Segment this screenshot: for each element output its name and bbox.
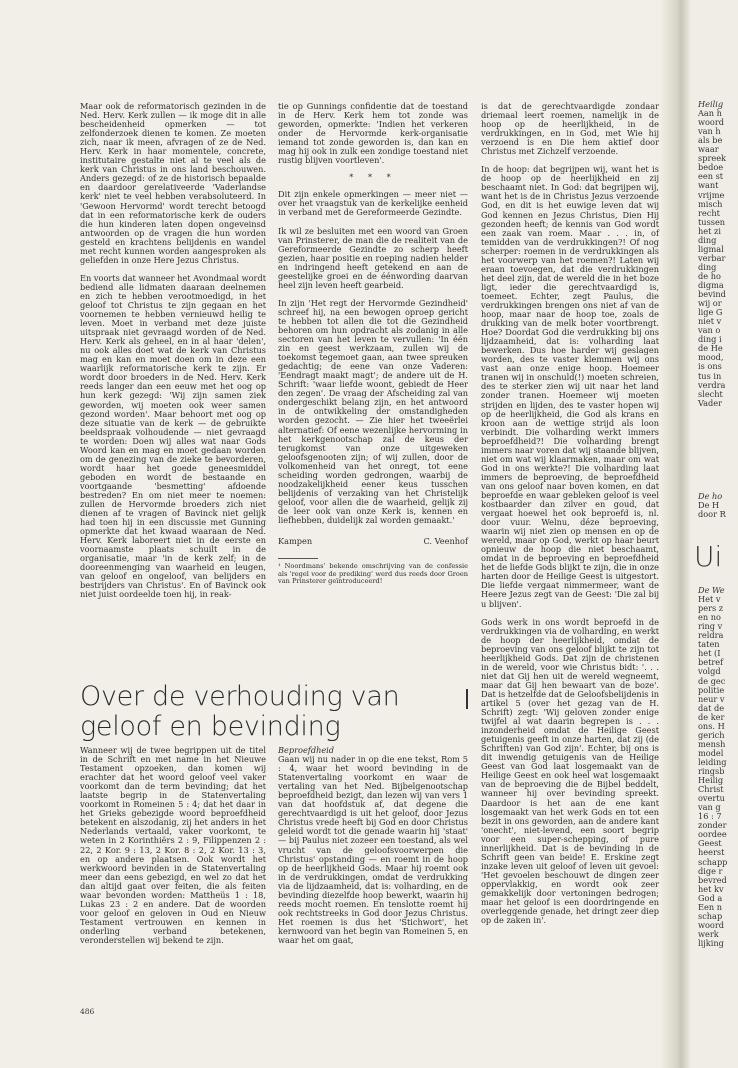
column-2 <box>278 102 468 586</box>
right-text-line: de ker <box>698 711 725 722</box>
right-text-line: gerich <box>698 729 725 740</box>
right-text-line: woord <box>698 919 725 930</box>
right-text-line: mensh <box>698 738 726 749</box>
right-text-line: werk <box>698 928 719 939</box>
section-divider: * * * <box>349 172 397 183</box>
right-text-line: Geest <box>698 838 722 849</box>
signature-author: C. Veenhof <box>423 536 468 547</box>
right-text-line: De We <box>698 585 725 595</box>
right-text-line: het zi <box>698 225 721 236</box>
right-text-line: ding i <box>698 334 722 345</box>
right-text-line: 16 : 7 <box>698 811 722 822</box>
right-text-line: verbar <box>698 252 726 263</box>
signature-place: Kampen <box>278 536 313 547</box>
right-text-line: spreek <box>698 153 727 164</box>
paragraph: En voorts dat wanneer het Avondmaal wordt bediend alle lidmaten daaraan deelnemen en zich te hebben verootmoedigd, in het geloof tot Christus te zijn gegaan en het voornemen te hebben vernieuwd heilig te leven. Moet in verband met deze juiste uitspraak niet gevraagd worden of de Ned. Herv. Kerk als geheel, en in al haar 'delen', nu ook alles doet wat de kerk van Christus mag en kan en moet doen om in deze een waarlijk reformatorische kerk te zijn. Er wordt door broeders in de Ned. Herv. Kerk reeds langer dan een eeuw met het oog op hun kerk gezegd: 'Wij zijn samen ziek geworden, wij moeten ook weer samen gezond worden'. Maar behoort met oog op deze situatie van de kerk — de gebruikte beeldspraak volhoudende — niet gevraagd te worden: Doen wij alles wat naar Gods Woord kan en mag en moet gedaan worden om de genezing van de zieke te bevorderen, wordt haar het goede geneesmiddel geboden en wordt de bestaande en voortgaande 'besmetting' afdoende bestreden? En om niet meer te noemen: zullen de Hervormde broeders zich niet dienen af te vragen of Bavinck niet gelijk had toen hij in een discussie met Gunning opmerkte dat het kwaad waaraan de Ned. Herv. Kerk laboreert niet in de eerste en voornaamste plaats schuilt in de organisatie, maar 'in de kerk zelf; in de dooreenmenging van waarheid en leugen, van geloof en ongeloof, van belijders en bestrijders van Christus'. En of Bavinck ook niet juist oordeelde toen hij, in reak- <box>80 272 266 600</box>
right-text-line: tus in <box>698 370 722 381</box>
right-text-line: Aan h <box>698 108 722 119</box>
column-1 <box>80 102 266 600</box>
article-column-1 <box>80 746 266 945</box>
right-text-line: ringsb <box>698 766 725 776</box>
footnote-rule <box>278 558 318 559</box>
right-text-line: en no <box>698 612 721 623</box>
right-text-line: tussen <box>698 216 726 227</box>
subheading: Beproefdheid <box>278 745 335 755</box>
page-gutter <box>660 0 690 1068</box>
paragraph: tie op Gunnings confidentie dat de toestand in de Herv. Kerk hem tot zonde was geworden, opmerkte: 'Indien het verkeren onder de Hervormde kerk-organisatie iemand tot zonde geworden is, dan kan en mag hij ook in zulk een zondige toestand niet rustig blijven voortleven'. <box>278 101 468 166</box>
right-text-line: lijking <box>698 937 724 948</box>
paragraph: Dit zijn enkele opmerkingen — meer niet — over het vraagstuk van de kerkelijke eenheid in verband met de Gereformeerde Gezindte. <box>278 189 468 218</box>
paragraph: is dat de gerechtvaardigde zondaar driemaal leert roemen, namelijk in de hoop op de heerlijkheid, in de verdrukkingen, en in God, met Wie hij verzoend is en Die hem aktief door Christus met Zichzelf verzoende. <box>481 101 659 157</box>
article-column-2 <box>278 746 468 945</box>
right-text-line: Heilig <box>698 775 724 786</box>
paragraph: Maar ook de reformatorisch gezinden in de Ned. Herv. Kerk zullen — ik moge dit in alle bescheidenheid opmerken — tot zelfonderzoek dienen te komen. Ze moeten zich, naar ik meen, afvragen of ze de Ned. Herv. Kerk in haar momentele, concrete, institutaire gestalte niet al te veel als de kerk van Christus in ons land beschouwen. Anders gezegd: of ze de historisch bepaalde en daardoor gerelativeerde 'Vaderlandse kerk' niet te veel hebben verabsoluteerd. In 'Gewoon Hervormd' wordt terecht betoogd dat in een reformatorische kerk de ouders die hun kinderen laten dopen ongeveinsd antwoorden op de vragen die hun worden gesteld en krachtens belijdenis en wandel met recht kunnen worden aangesproken als geliefden in onze Here Jezus Christus. <box>80 101 266 265</box>
right-text-line: volgd <box>698 666 721 677</box>
right-text-line: ding <box>698 261 717 272</box>
right-text-line: heerst <box>698 847 725 858</box>
right-text-line: oordee <box>698 829 727 840</box>
paragraph: Wanneer wij de twee begrippen uit de titel in de Schrift en met name in het Nieuwe Testament opzoeken, dan komen wij erachter dat het woord geloof veel vaker voorkomt dan de term bevinding; dat het laatste begrip in de Statenvertaling voorkomt in Romeinen 5 : 4; dat het daar in het Grieks gebezigde woord beproefdheid betekent en alszodanig, zij het anders in het Nederlands vertaald, vaker voorkomt, te weten in 2 Korinthiërs 2 : 9, Filippenzen 2 : 22, 2 Kor. 9 : 13, 2 Kor. 8 : 2, 2 Kor. 13 : 3, en op andere plaatsen. Ook wordt het werkwoord bevinden in de Statenvertaling meer dan eens gebezigd, en wel zo dat het dan altijd gaat over feiten, die als feiten waar bevonden worden: Mattheüs 1 : 18, Lukas 23 : 2 en andere. Dat de woorden voor geloof en geloven in Oud en Nieuw Testament vertrouwen en kennen in onderling verband betekenen, veronderstellen wij bekend te zijn. <box>80 745 266 945</box>
right-text-line: de ho <box>698 270 721 281</box>
right-headline-fragment: Ui <box>694 540 723 573</box>
right-text-line: neur v <box>698 693 725 704</box>
right-text-line: politie <box>698 684 725 695</box>
right-text-line: wij or <box>698 298 722 309</box>
right-text-line: bevind <box>698 289 726 300</box>
right-text-line: dige r <box>698 865 723 876</box>
right-text-line: pers z <box>698 603 724 614</box>
right-text-line: Het v <box>698 594 721 605</box>
right-text-line: bedoe <box>698 162 724 173</box>
right-text-line: lige G <box>698 307 723 318</box>
right-text-line: is ons <box>698 361 722 372</box>
right-text-line: schap <box>698 910 723 921</box>
right-text-line: schapp <box>698 856 728 867</box>
right-text-line: Een n <box>698 901 722 912</box>
paragraph: In de hoop: dat begrijpen wij, want het is de hoop op de heerlijkheid en zij beschaamt niet. In God: dat begrijpen wij, want het is de in Christus Jezus verzoende God, en dit is het euwige leven dat wij God kennen en Jezus Christus, Dien Hij gezonden heeft; de kennis van God wordt een zaak van roem. Maar . . . in, of temidden van de verdrukkingen?! Of nog scherper: roemen in de verdrukkingen als het voorwerp van het roemen?! Laten wij eraan toevoegen, dat die verdrukkingen het deel zijn, dat de wereld die in het boze ligt, ieder die gerechtvaardigd is, toemeet. Echter, zegt Paulus, die verdrukkingen brengen ons niet af van de hoop, maar naar de hoop toe, zoals de drukking van de melk boter voortbrengt. Hoe? Doordat God die verdrukking bij ons lijdzaamheid, dat is: volharding laat bewerken. Dus hoe harder wij geslagen worden, des te vaster klemmen wij ons vast aan onze enige hoop. Hoemeer tranen wij in onschuld(!) moeten schreien, des te sterker zien wij uit naar het land zonder tranen. Hoemeer wij moeten strijden en lijden, des te vaster hopen wij op de heerlijkheid, die God als krans en kroon aan de wettige strijd als loon verbindt. Die volharding werkt immers beproefdheid?! Die volharding brengt immers naar voren dat wij staande blijven, niet om wat wij klaarmaken, maar om wat God in ons werkte?! Die volharding laat immers de beproeving, de beproefdheid van ons geloof naar boven komen, en dat beproefde en waar gebleken geloof is veel kostbaarder dan zilver en goud, dat vergaat hoewel het ook beproefd is, nl. door vuur. Welnu, déze beproeving, waarin wij niet zien op mensen en op de wereld, maar op God, werkt op haar beurt opnieuw de hoop die niet beschaamt, omdat in de beproeving en beproefdheid het de liefde Gods blijkt te zijn, die in onze harten door de Heilige Geest is uitgestort. Die liefde vergaat nimmermeer, want de Heere Jezus zegt van de Geest: 'Die zal bij u blijven'. <box>481 164 659 609</box>
right-caption: door R <box>698 509 726 519</box>
right-text-line: de gec <box>698 675 726 686</box>
right-text-line: niet v <box>698 316 722 327</box>
right-text-line: leiding <box>698 756 727 767</box>
right-text-line: slecht <box>698 388 723 399</box>
right-text-line: van g <box>698 802 721 813</box>
right-text-line: bevred <box>698 874 727 885</box>
right-text-line: digma <box>698 280 724 290</box>
right-text-line: betref <box>698 657 724 668</box>
paragraph: Ik wil ze besluiten met een woord van Groen van Prinsterer, de man die de realiteit van de Gereformeerde Gezindte zo scherp heeft gezien, haar positie en roeping nadien helder en indringend heeft getekend en aan de geestelijke groei en de éénwording daarvan heel zijn leven heeft gearbeid. <box>278 225 468 290</box>
right-text-line: van h <box>698 126 721 137</box>
right-text-line: overtu <box>698 793 725 804</box>
right-text-line: van o <box>698 325 721 336</box>
right-text-line: model <box>698 747 724 758</box>
right-text-line: ding <box>698 234 717 245</box>
right-text-line: dat de <box>698 702 725 713</box>
right-text-line: reldra <box>698 630 724 641</box>
right-text-line: ligmal <box>698 243 724 254</box>
right-text-line: woord <box>698 117 725 128</box>
paragraph: Gods werk in ons wordt beproefd in de verdrukkingen via de volharding, en werkt de hoop der heerlijkheid, omdat de beproeving van ons geloof blijkt te zijn tot heerlijkheid Gods. Dat zijn de christenen in de wereld, voor wie Christus bidt: '. . . niet dat Gij hen uit de wereld wegneemt, maar dat Gij hen bewaart van de boze'. Dat is hetzelfde dat de Geloofsbelijdenis in artikel 5 (over het gezag van de H. Schrift) zegt: 'Wij geloven zonder enige twijfel al wat daarin begrepen is . . . inzonderheid omdat de Heilige Geest getuigenis geeft in onze harten, dat zij (de Schriften) van God zijn'. Echter, bij ons is dit inwendig getuigenis van de Heilige Geest van God laat losgemaakt van de Heilige Geest en ook heel wat losgemaakt van de beproeving die de Bijbel beddelt, wanneer hij over bevinding spreekt. Daardoor is het aan de ene kant losgemaakt van het werk Gods en tot een bezit in ons geworden, aan de andere kant 'onecht', niet-levend, een soort begrip voor een super-schepping, of pure innerlijkheid. Dat is de bevinding in de Schrift geen van beide! E. Erskine zegt inzake leven uit geloof of leven uit gevoel: 'Het gevoelen beschouwt de dingen zeer oppervlakkig, en wordt ook zeer gemakkelijk door vertoningen bedrogen; maar het geloof is een doordringende en overleggende genade, het dringt zeer diep op de zaken in'. <box>481 616 660 926</box>
right-text-line: misch <box>698 198 723 209</box>
right-text-line: recht <box>698 207 720 218</box>
right-text-line: het (I <box>698 648 721 659</box>
right-text-line: vrijme <box>698 189 725 200</box>
right-text-line: de He <box>698 343 723 354</box>
right-text-line: ring v <box>698 621 723 632</box>
footnote: ¹ Noordmans' bekende omschrijving van de confessie als 'regel voor de prediking' werd dus reeds door Groen van Prinsterer geïntroduceerd! <box>278 562 468 586</box>
right-text-line: taten <box>698 639 720 650</box>
right-text-line: Christ <box>698 784 724 795</box>
right-text-line: verdra <box>698 379 726 390</box>
right-text-line: zonder <box>698 820 727 831</box>
paragraph: Gaan wij nu nader in op die ene tekst, Rom 5 : 4, waar het woord bevinding in de Statenvertaling voorkomt en waar de vertaling van het Ned. Bijbelgenootschap beproefdheid bezigt, dan lezen wij van vers 1 van dat hoofdstuk af, dat degene die gerechtvaardigd is uit het geloof, door Jezus Christus vrede heeft bij God en door Christus geleid wordt tot die genade waarin hij 'staat' — bij Paulus niet zozeer een toestand, als wel vrucht van de geloofsvoorwerpen die Christus' opstanding — en roemt in de hoop op de heerlijkheid Gods. Maar hij roemt ook in de verdrukkingen, omdat de verdrukking via de lijdzaamheid, dat is: volharding, en de bevinding diezelfde hoop bewerkt, waarin hij reeds mocht roemen. En tenslotte roemt hij ook rechtstreeks in God door Jezus Christus. Het roemen is dus het 'Stichwort', het kernwoord van het begin van Romeinen 5, en waar het om gaat, <box>278 754 468 945</box>
right-text-line: een st <box>698 171 724 182</box>
right-text-line: het kv <box>698 883 724 894</box>
right-text-line: God a <box>698 892 723 903</box>
right-text-line: ons. H <box>698 720 725 731</box>
page-number: 486 <box>80 1007 95 1016</box>
right-text-line: want <box>698 180 719 191</box>
right-text-line: waar <box>698 144 719 155</box>
right-text-line: als be <box>698 135 723 146</box>
right-page-fragment <box>690 0 738 1068</box>
right-text-line: Heilig <box>698 99 724 109</box>
right-text-line: Vader <box>698 397 723 408</box>
signature <box>278 537 468 546</box>
right-caption: De ho <box>698 491 723 501</box>
article-headline: Over de verhouding van geloof en bevinding <box>80 681 400 742</box>
column-3 <box>481 102 659 925</box>
paragraph: In zijn 'Het regt der Hervormde Gezindheid' schreef hij, na een bewogen oproep gericht te hebben tot allen die tot die Gezindheid behoren om hun opdracht als zodanig in alle sectoren van het leven te vervullen: 'In één zin en geest werkzaam, zullen wij de toekomst tegemoet gaan, aan twee spreuken gedachtig; de eene van onze Vaderen: 'Eendragt maakt magt'; de andere uit de H. Schrift: 'waar liefde woont, gebiedt de Heer den zegen'. De vraag der Afscheiding zal van ondergeschikt belang zijn, en het antwoord in de ontwikkeling der omstandigheden worden gezocht. — Zie hier het tweeërlei alternatief: Of eene wezenlijke hervorming in het kerkgenootschap zal de keus der terugkomst van onze uitgeweken geloofsgenooten zijn; of wij zullen, door de volkomenheid van het onregt, tot eene scheiding worden gedrongen, waarbij de noodzakelijkheid eener keus tusschen belijdenis of verzaking van het Christelijk geloof, voor allen die de waarheid, gelijk zij de leer ook van onze Kerk is, kennen en liefhebben, duidelijk zal worden gemaakt.' <box>278 297 468 525</box>
right-text-line: mood, <box>698 352 724 363</box>
right-caption: De H <box>698 500 720 510</box>
headline-bar <box>466 689 468 709</box>
